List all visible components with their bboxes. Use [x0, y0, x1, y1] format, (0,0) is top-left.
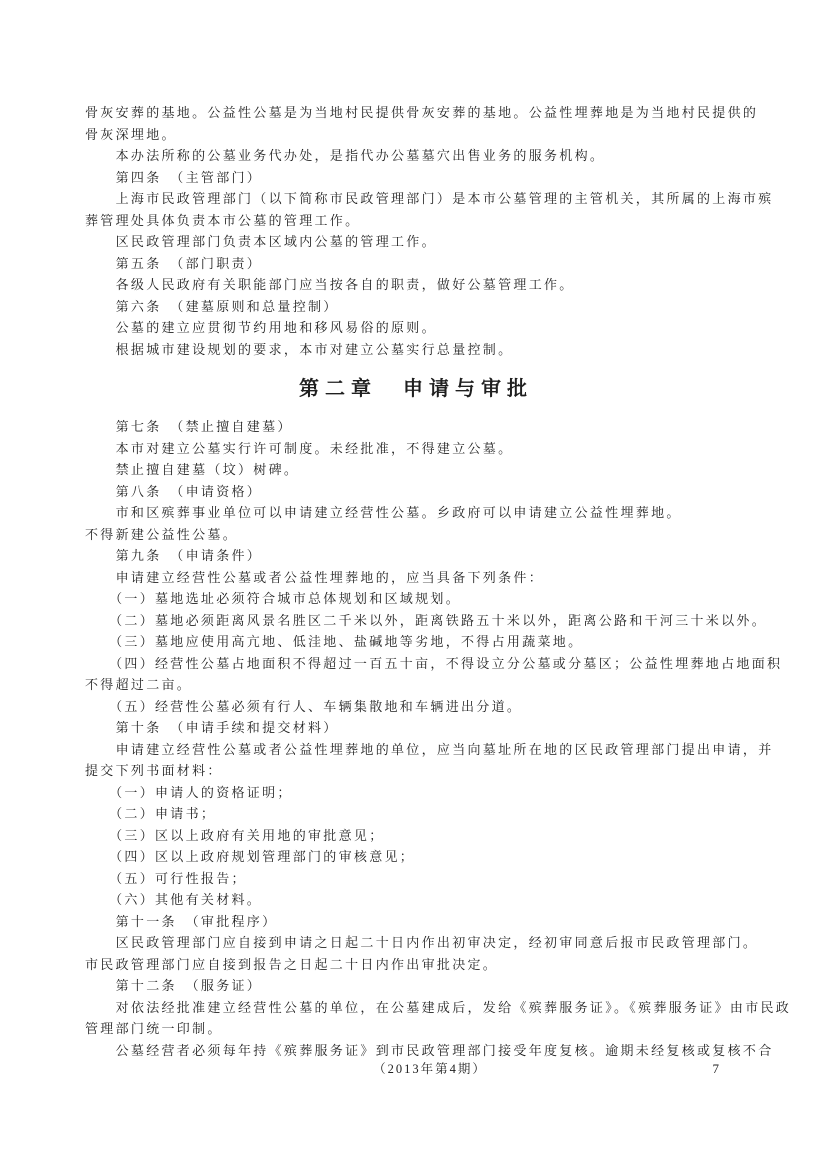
- text-line: 不得超过二亩。: [85, 677, 193, 692]
- text-line: 骨灰安葬的基地。公益性公墓是为当地村民提供骨灰安葬的基地。公益性埋葬地是为当地村民提供的: [85, 105, 759, 120]
- text-line: 葬管理处具体负责本市公墓的管理工作。: [85, 212, 361, 228]
- text-line: 第十条 （申请手续和提交材料）: [85, 720, 339, 735]
- text-line: （五）可行性报告；: [85, 870, 247, 886]
- footer-page-number: 7: [712, 1061, 721, 1076]
- text-line: （三）区以上政府有关用地的审批意见；: [85, 827, 385, 843]
- text-line: 上海市民政管理部门（以下简称市民政管理部门）是本市公墓管理的主管机关，其所属的上海市殡: [85, 191, 774, 206]
- text-line: 根据城市建设规划的要求，本市对建立公墓实行总量控制。: [85, 341, 514, 357]
- text-line: 对依法经批准建立经营性公墓的单位，在公墓建成后，发给《殡葬服务证》。《殡葬服务证》由市民政: [85, 999, 792, 1015]
- text-line: 第四条 （主管部门）: [85, 169, 263, 185]
- text-line: 本市对建立公墓实行许可制度。未经批准，不得建立公墓。: [85, 440, 514, 456]
- page-footer: [85, 1058, 747, 1080]
- text-line: 公墓经营者必须每年持《殡葬服务证》到市民政管理部门接受年度复核。逾期未经复核或复核不合: [85, 1042, 774, 1058]
- text-line: 市民政管理部门应自接到报告之日起二十日内作出审批决定。: [85, 956, 499, 972]
- text-line: 第六条 （建墓原则和总量控制）: [85, 298, 339, 314]
- text-line: 申请建立经营性公墓或者公益性埋葬地的，应当具备下列条件：: [85, 569, 545, 585]
- text-line: 管理部门统一印制。: [85, 1021, 223, 1036]
- text-line: 第八条 （申请资格）: [85, 483, 263, 499]
- text-line: 第九条 （申请条件）: [85, 548, 263, 563]
- text-line: 骨灰深埋地。: [85, 126, 177, 142]
- text-line: 区民政管理部门应自接到申请之日起二十日内作出初审决定，经初审同意后报市民政管理部门。: [85, 935, 759, 950]
- text-line: （四）区以上政府规划管理部门的审核意见；: [85, 849, 416, 864]
- text-line: （三）墓地应使用高亢地、低洼地、盐碱地等劣地，不得占用蔬菜地。: [85, 634, 584, 649]
- text-line: 提交下列书面材料：: [85, 763, 223, 778]
- text-line: （一）申请人的资格证明；: [85, 784, 293, 800]
- text-line: 第五条 （部门职责）: [85, 255, 263, 271]
- text-line: 本办法所称的公墓业务代办处，是指代办公墓墓穴出售业务的服务机构。: [85, 148, 606, 163]
- text-line: 禁止擅自建墓（坟）树碑。: [85, 462, 300, 477]
- text-line: 第十一条 （审批程序）: [85, 913, 278, 929]
- text-line: 各级人民政府有关职能部门应当按各自的职责，做好公墓管理工作。: [85, 277, 575, 292]
- footer-issue-label: （2013年第4期）: [373, 1062, 487, 1076]
- text-line: （一）墓地选址必须符合城市总体规划和区域规划。: [85, 591, 462, 606]
- text-line: （二）申请书；: [85, 806, 217, 821]
- text-line: 市和区殡葬事业单位可以申请建立经营性公墓。乡政府可以申请建立公益性埋葬地。: [85, 505, 682, 520]
- text-line: 公墓的建立应贯彻节约用地和移风易俗的原则。: [85, 320, 437, 335]
- text-line: 申请建立经营性公墓或者公益性埋葬地的单位，应当向墓址所在地的区民政管理部门提出申请，并: [85, 741, 774, 757]
- text-line: 第七条 （禁止擅自建墓）: [85, 419, 293, 434]
- text-line: 不得新建公益性公墓。: [85, 526, 239, 542]
- text-line: （二）墓地必须距离风景名胜区二千米以外，距离铁路五十米以外，距离公路和干河三十米以外。: [85, 612, 768, 628]
- text-line: （五）经营性公墓必须有行人、车辆集散地和车辆进出分道。: [85, 698, 523, 714]
- text-line: 第十二条 （服务证）: [85, 978, 263, 993]
- text-line: （六）其他有关材料。: [85, 892, 263, 907]
- text-line: 区民政管理部门负责本区域内公墓的管理工作。: [85, 234, 437, 249]
- page-body: [85, 102, 792, 1061]
- chapter-heading: 第二章 申请与审批: [299, 378, 533, 400]
- text-line: （四）经营性公墓占地面积不得超过一百五十亩，不得设立分公墓或分墓区；公益性埋葬地占地面积: [85, 655, 783, 671]
